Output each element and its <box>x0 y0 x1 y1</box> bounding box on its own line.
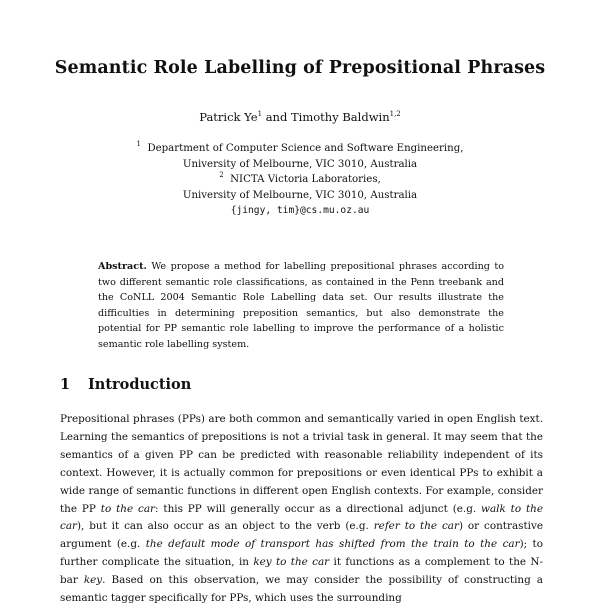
section-heading <box>60 376 191 393</box>
affiliations <box>0 141 600 219</box>
section-title: Introduction <box>88 376 192 393</box>
intro-text: Prepositional phrases (PPs) are both common and semantically varied in open English text. Learning the semantics of prepositions is not a trivial task in general. It may seem that the semantics of a given PP can be predicted with reasonable reliability independent of its context. However, it is actually common for prepositions or even identical PPs to exhibit a wide range of semantic functions in different open English contexts. For example, consider the PP <box>60 413 543 515</box>
abstract-text: We propose a method for labelling prepositional phrases according to two different semantic role classifications, as contained in the Penn treebank and the CoNLL 2004 Semantic Role Labelling data set. Our results illustrate the difficulties in determining preposition semantics, but also demonstrate the potential for PP semantic role labelling to improve the performance of a holistic semantic role labelling system. <box>98 261 504 350</box>
paper-title: Semantic Role Labelling of Prepositional Phrases <box>54 58 546 78</box>
intro-example: the default mode of transport has shifted from the train to the car <box>145 538 520 551</box>
author-name: Patrick Ye <box>199 110 258 124</box>
abstract <box>98 259 504 353</box>
intro-paragraph <box>60 411 543 608</box>
author-line <box>0 110 600 124</box>
author-affil-mark: 1,2 <box>389 110 401 118</box>
affiliation-text: Department of Computer Science and Software Engineering, <box>147 143 464 154</box>
affiliation-line <box>0 141 600 157</box>
intro-example: to the car <box>100 502 155 515</box>
intro-example: key <box>83 574 103 587</box>
affiliation-text: NICTA Victoria Laboratories, <box>230 174 381 186</box>
intro-example: refer to the car <box>373 520 459 533</box>
author-affil-mark: 1 <box>257 110 263 118</box>
affiliation-line: University of Melbourne, VIC 3010, Australia <box>182 158 418 170</box>
intro-text: : this PP will generally occur as a directional adjunct (e.g. <box>155 502 482 515</box>
abstract-label: Abstract. <box>98 261 147 272</box>
affiliation-line <box>0 172 600 188</box>
affil-mark: 1 <box>136 140 141 148</box>
intro-text: ) or contrastive argument (e.g. <box>60 520 543 551</box>
intro-text: ), but it can also occur as an object to the verb (e.g. <box>76 520 374 533</box>
email-address: {jingy, tim}@cs.mu.oz.au <box>230 205 370 217</box>
intro-example: key to the car <box>253 556 330 569</box>
affil-mark: 2 <box>219 171 224 180</box>
author-joiner: and <box>262 110 291 124</box>
intro-example: walk to the car <box>60 502 543 533</box>
section-number: 1 <box>60 376 71 393</box>
intro-text: it functions as a complement to the N-bar <box>60 556 543 587</box>
intro-text: ); to further complicate the situation, in <box>60 538 543 569</box>
author-name: Timothy Baldwin <box>290 110 390 124</box>
intro-text: . Based on this observation, we may consider the possibility of constructing a semantic tagger specifically for PPs, which uses the surrounding <box>60 574 543 605</box>
affiliation-line: University of Melbourne, VIC 3010, Australia <box>182 189 418 201</box>
